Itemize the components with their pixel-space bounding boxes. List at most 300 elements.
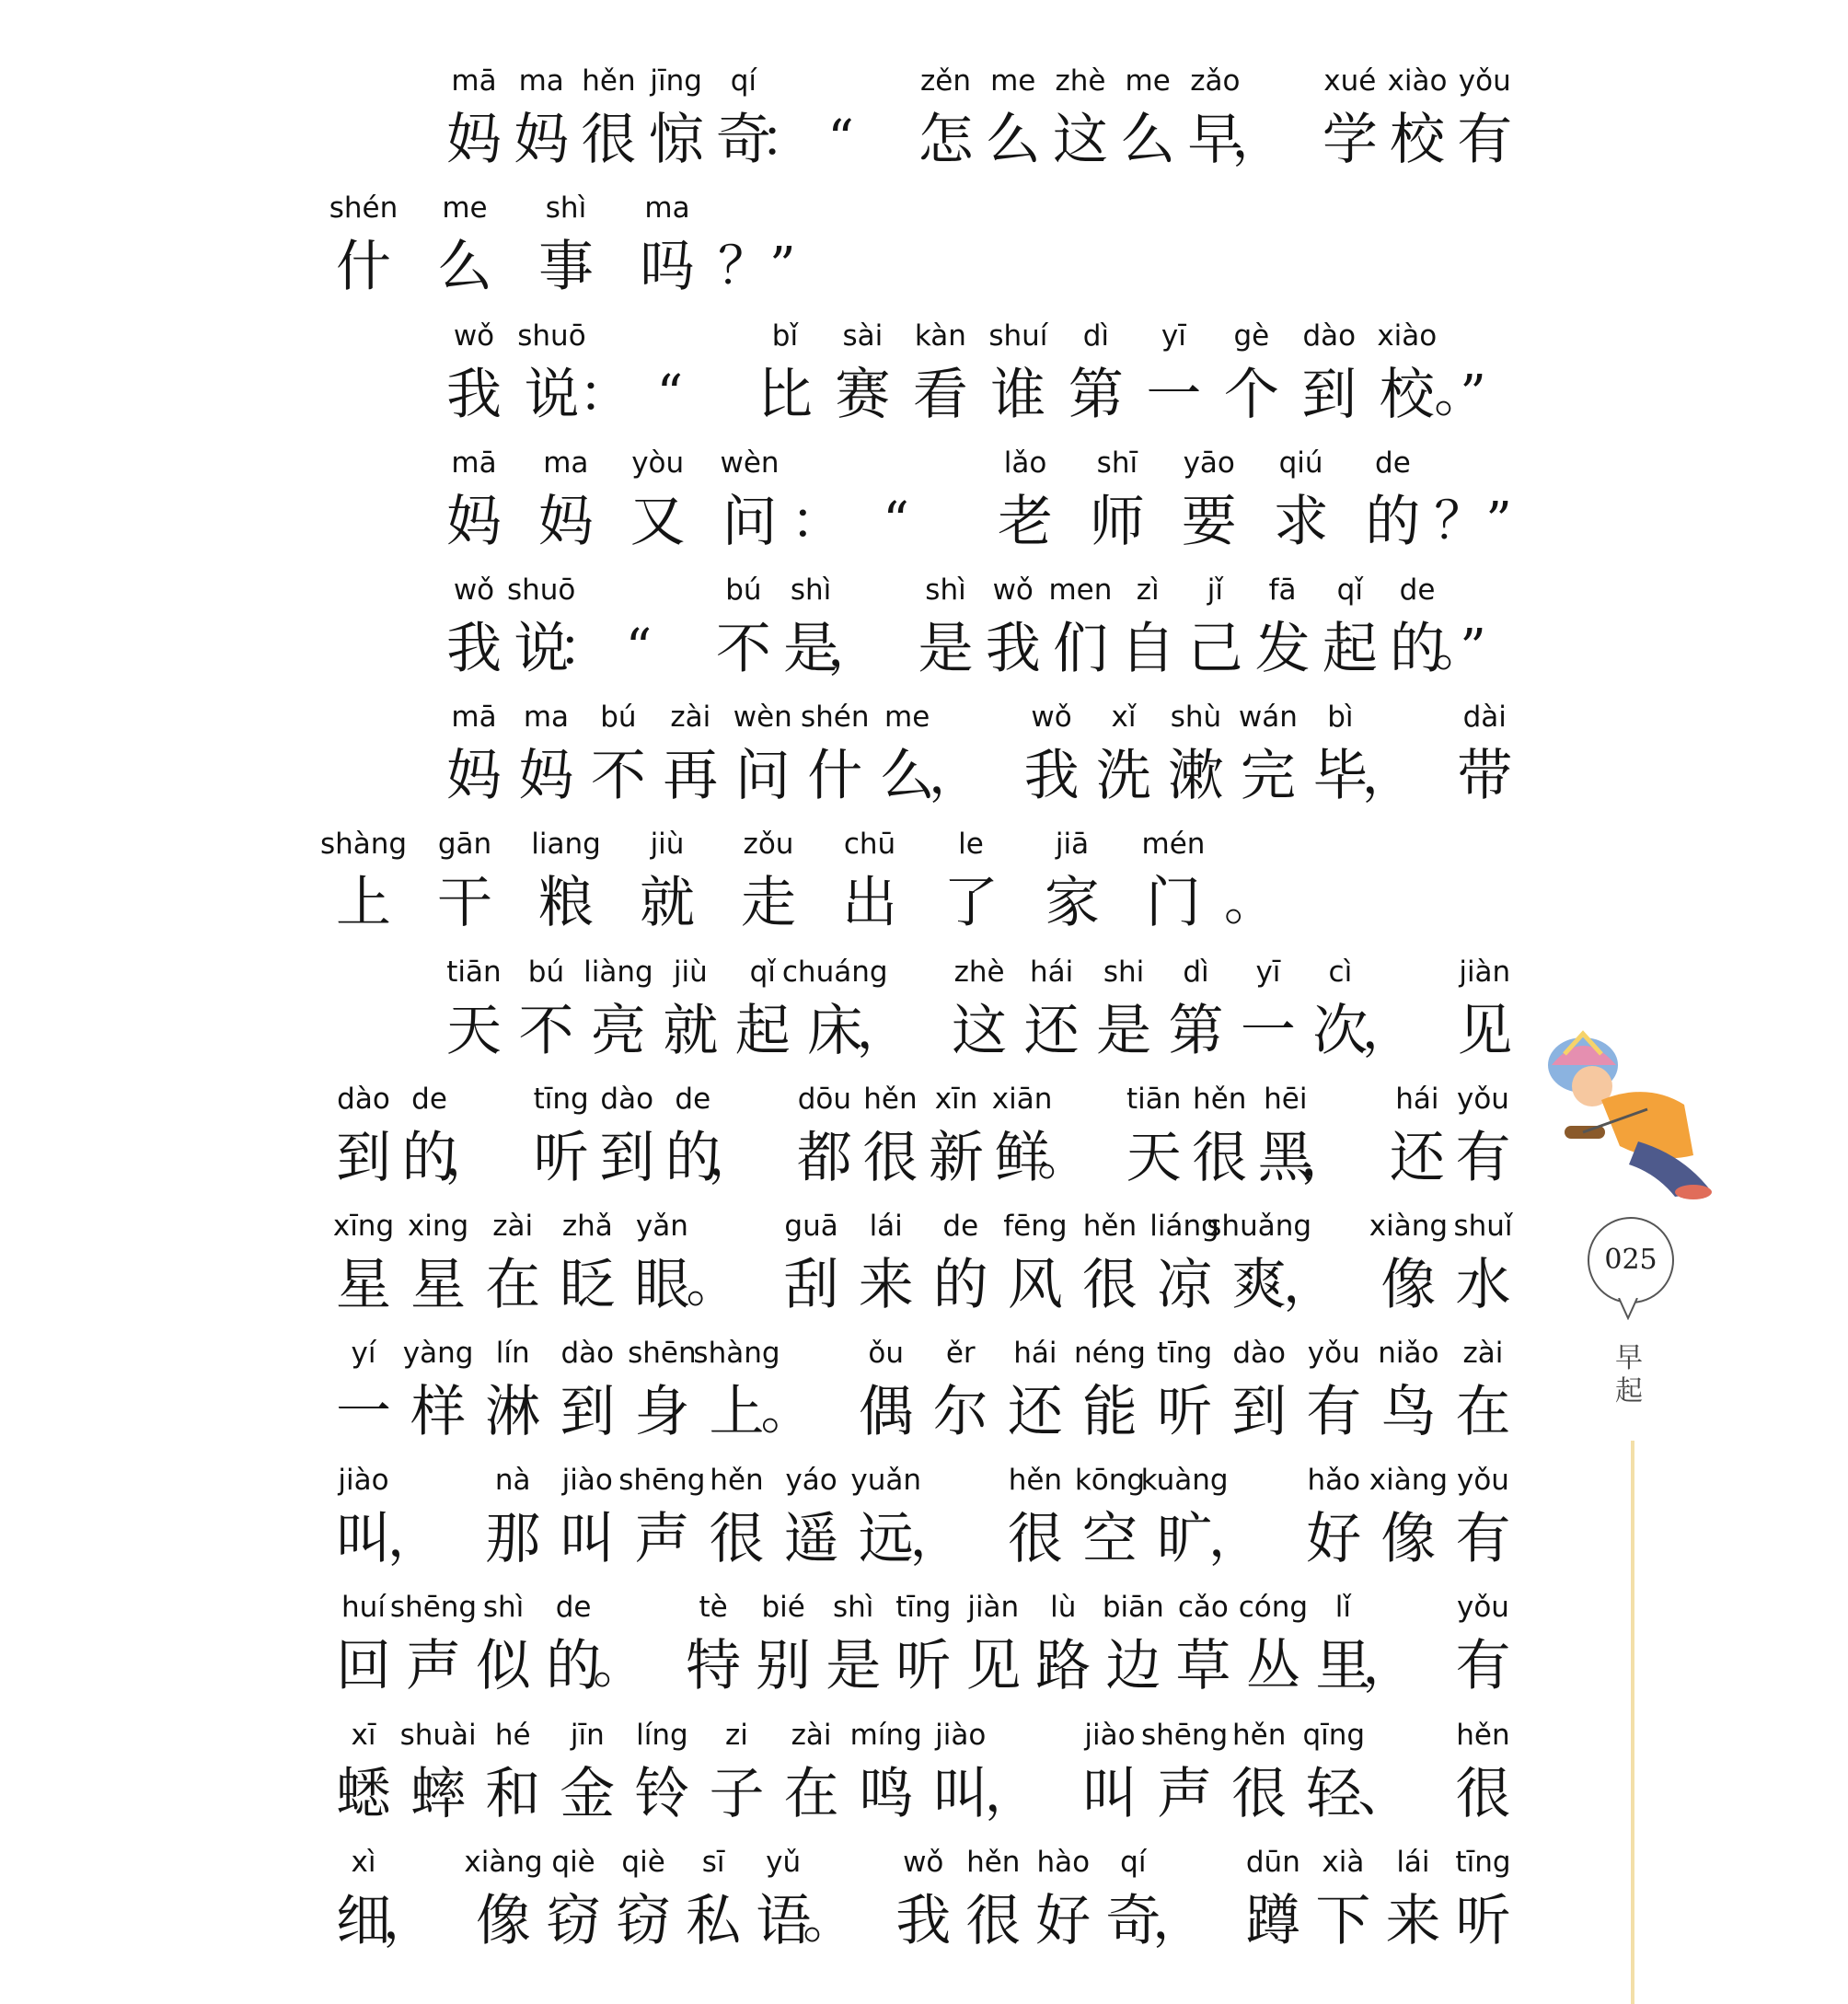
hanzi: 在 bbox=[485, 1253, 541, 1317]
hanzi: 上 bbox=[709, 1380, 765, 1444]
hanzi: 叫 bbox=[1081, 1762, 1138, 1826]
pinyin: yī bbox=[1255, 956, 1281, 989]
pinyin: kuàng bbox=[1140, 1464, 1229, 1497]
pinyin: hěn bbox=[1082, 1210, 1138, 1243]
character-cell bbox=[1434, 63, 1535, 182]
pinyin: hěn bbox=[710, 1464, 764, 1497]
text-line bbox=[0, 1844, 1528, 1971]
pinyin: mén bbox=[1141, 828, 1206, 861]
pinyin: yī bbox=[1161, 319, 1186, 353]
text-line bbox=[0, 1335, 1528, 1462]
pinyin: dōu bbox=[797, 1083, 852, 1116]
hanzi: 语 bbox=[756, 1889, 812, 1953]
hanzi: 很 bbox=[581, 108, 637, 172]
character-cell bbox=[1432, 1208, 1533, 1327]
hanzi: 又 bbox=[629, 490, 686, 554]
text-line bbox=[0, 699, 1528, 826]
pinyin: xiàng bbox=[1369, 1464, 1449, 1497]
hanzi: 到 bbox=[1301, 363, 1357, 427]
hanzi: 有 bbox=[1306, 1380, 1362, 1444]
pinyin: zhè bbox=[1055, 64, 1106, 98]
hanzi: 金 bbox=[560, 1762, 616, 1826]
hanzi: 毕 bbox=[1312, 744, 1369, 808]
pinyin: wǒ bbox=[453, 573, 495, 607]
hanzi: 蟀 bbox=[410, 1762, 467, 1826]
pinyin: xiàng bbox=[1369, 1210, 1449, 1243]
chapter-title: 早起 bbox=[1615, 1342, 1643, 1407]
pinyin: tīng bbox=[895, 1591, 952, 1624]
hanzi: 特 bbox=[686, 1634, 742, 1698]
punctuation: ： bbox=[578, 365, 630, 424]
pinyin: lái bbox=[869, 1210, 903, 1243]
badge-pointer bbox=[1617, 1298, 1639, 1320]
pinyin: wǒ bbox=[992, 573, 1034, 607]
hanzi: 次 bbox=[1312, 999, 1369, 1063]
hanzi: 像 bbox=[476, 1889, 532, 1953]
pinyin: me bbox=[990, 64, 1036, 98]
pinyin: dài bbox=[1462, 701, 1507, 734]
pinyin: hé bbox=[494, 1719, 531, 1752]
pinyin: cóng bbox=[1238, 1591, 1309, 1624]
hanzi: 问 bbox=[722, 490, 778, 554]
pinyin: mā bbox=[451, 64, 497, 98]
hanzi: 个 bbox=[1223, 363, 1279, 427]
hanzi: 黑 bbox=[1257, 1126, 1313, 1190]
pinyin: shàng bbox=[319, 828, 408, 861]
hanzi: 星 bbox=[410, 1253, 467, 1317]
pinyin: bú bbox=[527, 956, 565, 989]
hanzi: 似 bbox=[476, 1634, 532, 1698]
pinyin: qīng bbox=[1302, 1719, 1366, 1752]
pinyin: qǐ bbox=[749, 956, 776, 989]
pinyin: dì bbox=[1183, 956, 1209, 989]
hanzi: 妈 bbox=[518, 744, 574, 808]
hanzi: 的 bbox=[546, 1634, 602, 1698]
pinyin: xià bbox=[1322, 1846, 1365, 1879]
pinyin: hěn bbox=[1456, 1719, 1510, 1752]
hanzi: 都 bbox=[796, 1126, 852, 1190]
pinyin: shī bbox=[1096, 446, 1138, 480]
hanzi: 听 bbox=[1455, 1889, 1511, 1953]
pinyin: shēng bbox=[389, 1591, 478, 1624]
pinyin: hǎo bbox=[1307, 1464, 1361, 1497]
hanzi: 上 bbox=[336, 871, 391, 935]
pinyin: shù bbox=[1170, 701, 1222, 734]
hanzi: 子 bbox=[709, 1762, 765, 1826]
punctuation: 。 bbox=[1224, 873, 1276, 932]
hanzi: 妈 bbox=[514, 108, 570, 172]
character-cell bbox=[1432, 1335, 1533, 1454]
pinyin: jiù bbox=[673, 956, 708, 989]
pinyin: me bbox=[442, 191, 488, 225]
text-line bbox=[0, 190, 1528, 317]
hanzi: 第 bbox=[1168, 999, 1224, 1063]
hanzi: 里 bbox=[1315, 1634, 1371, 1698]
punctuation: ？” bbox=[718, 237, 796, 296]
hanzi: 第 bbox=[1068, 363, 1124, 427]
hanzi: 见 bbox=[965, 1634, 1022, 1698]
pinyin: me bbox=[884, 701, 930, 734]
character-cell bbox=[1432, 1717, 1533, 1836]
hanzi: 还 bbox=[1007, 1380, 1063, 1444]
character-cell bbox=[699, 445, 801, 564]
pinyin: zhǎ bbox=[561, 1210, 613, 1243]
pinyin: gān bbox=[437, 828, 492, 861]
pinyin: shi bbox=[1103, 956, 1145, 989]
hanzi: 校 bbox=[1379, 363, 1435, 427]
pinyin: cì bbox=[1328, 956, 1353, 989]
hanzi: 来 bbox=[858, 1253, 914, 1317]
pinyin: xiào bbox=[1377, 319, 1438, 353]
hanzi: 比 bbox=[757, 363, 813, 427]
punctuation: ， bbox=[1361, 746, 1414, 805]
pinyin: shì bbox=[545, 191, 587, 225]
hanzi: 自 bbox=[1120, 617, 1176, 681]
pinyin: hěn bbox=[582, 64, 636, 98]
hanzi: 轻 bbox=[1306, 1762, 1362, 1826]
hanzi: 的 bbox=[1365, 490, 1421, 554]
pinyin: wǒ bbox=[903, 1846, 944, 1879]
pinyin: bú bbox=[725, 573, 762, 607]
pinyin: jiào bbox=[1084, 1719, 1136, 1752]
hanzi: 偶 bbox=[858, 1380, 914, 1444]
character-cell bbox=[617, 190, 718, 309]
pinyin: zi bbox=[725, 1719, 748, 1752]
hanzi: 很 bbox=[1455, 1762, 1511, 1826]
punctuation: “ bbox=[656, 365, 684, 424]
punctuation: 。 bbox=[686, 1255, 738, 1315]
hanzi: 惊 bbox=[648, 108, 704, 172]
punctuation: ， bbox=[708, 1128, 760, 1187]
hanzi: 的 bbox=[932, 1253, 988, 1317]
hanzi: 就 bbox=[640, 871, 695, 935]
hanzi: 很 bbox=[709, 1507, 765, 1571]
pinyin: chū bbox=[843, 828, 896, 861]
pinyin: cǎo bbox=[1177, 1591, 1229, 1624]
hanzi: 样 bbox=[410, 1380, 467, 1444]
hanzi: 鲜 bbox=[994, 1126, 1050, 1190]
character-cell bbox=[1434, 954, 1535, 1073]
hanzi: 师 bbox=[1089, 490, 1145, 554]
pinyin: huí bbox=[341, 1591, 386, 1624]
pinyin: le bbox=[958, 828, 984, 861]
pinyin: de bbox=[555, 1591, 592, 1624]
pinyin: yǒu bbox=[1456, 1083, 1509, 1116]
hanzi: 很 bbox=[1192, 1126, 1248, 1190]
pinyin: ma bbox=[543, 446, 589, 480]
hanzi: 有 bbox=[1455, 1507, 1511, 1571]
pinyin: tīng bbox=[1157, 1337, 1213, 1370]
pinyin: zǎo bbox=[1190, 64, 1241, 98]
hanzi: 一 bbox=[1240, 999, 1296, 1063]
pinyin: zài bbox=[492, 1210, 534, 1243]
pinyin: jiào bbox=[935, 1719, 987, 1752]
hanzi: 了 bbox=[943, 871, 999, 935]
punctuation: “ bbox=[827, 110, 854, 169]
pinyin: yǔ bbox=[766, 1846, 802, 1879]
pinyin: shuō bbox=[517, 319, 586, 353]
hanzi: 回 bbox=[336, 1634, 391, 1698]
pinyin: qí bbox=[730, 64, 757, 98]
pinyin: qiè bbox=[551, 1846, 595, 1879]
hanzi: 蹲 bbox=[1245, 1889, 1301, 1953]
pinyin: wèn bbox=[720, 446, 780, 480]
pinyin: wǒ bbox=[1031, 701, 1072, 734]
hanzi: 看 bbox=[912, 363, 968, 427]
hanzi: 不 bbox=[518, 999, 574, 1063]
pinyin: qiè bbox=[621, 1846, 665, 1879]
punctuation: ： bbox=[760, 110, 813, 169]
hanzi: 带 bbox=[1457, 744, 1513, 808]
text-line bbox=[0, 954, 1528, 1081]
pinyin: zhè bbox=[953, 956, 1005, 989]
pinyin: mā bbox=[451, 701, 497, 734]
pinyin: shuí bbox=[988, 319, 1048, 353]
hanzi: 床 bbox=[807, 999, 863, 1063]
punctuation: ， bbox=[445, 1128, 497, 1187]
hanzi: 空 bbox=[1081, 1507, 1138, 1571]
hanzi: 身 bbox=[634, 1380, 690, 1444]
hanzi: 己 bbox=[1187, 617, 1243, 681]
pinyin: men bbox=[1048, 573, 1113, 607]
pinyin: shì bbox=[482, 1591, 525, 1624]
pinyin: hěn bbox=[1231, 1719, 1287, 1752]
pinyin: yí bbox=[351, 1337, 376, 1370]
hanzi: 学 bbox=[1322, 108, 1378, 172]
pinyin: shuǎng bbox=[1207, 1210, 1312, 1243]
hanzi: 我 bbox=[446, 617, 502, 681]
pinyin: shēn bbox=[628, 1337, 697, 1370]
hanzi: 在 bbox=[783, 1762, 839, 1826]
hanzi: 声 bbox=[634, 1507, 690, 1571]
hanzi: 声 bbox=[406, 1634, 462, 1698]
hanzi: 尔 bbox=[932, 1380, 988, 1444]
hanzi: 天 bbox=[1126, 1126, 1182, 1190]
pinyin: shàng bbox=[693, 1337, 780, 1370]
punctuation: ， bbox=[1361, 1001, 1414, 1060]
text-line bbox=[0, 445, 1528, 572]
pinyin: qí bbox=[1120, 1846, 1147, 1879]
punctuation: 。 bbox=[760, 1382, 813, 1442]
pinyin: tiān bbox=[1126, 1083, 1182, 1116]
hanzi: 蟋 bbox=[336, 1762, 391, 1826]
hanzi: 像 bbox=[1380, 1253, 1437, 1317]
pinyin: bú bbox=[600, 701, 637, 734]
pinyin: kàn bbox=[914, 319, 966, 353]
pinyin: mā bbox=[451, 446, 497, 480]
pinyin: jīng bbox=[650, 64, 702, 98]
pinyin: shén bbox=[329, 191, 398, 225]
pinyin: xing bbox=[407, 1210, 469, 1243]
character-cell bbox=[1432, 1081, 1533, 1200]
pinyin: jiào bbox=[338, 1464, 389, 1497]
pinyin: shì bbox=[790, 573, 832, 607]
pinyin: yǒu bbox=[1307, 1337, 1360, 1370]
pinyin: hái bbox=[1395, 1083, 1439, 1116]
hanzi: 问 bbox=[734, 744, 791, 808]
hanzi: 起 bbox=[1322, 617, 1378, 681]
text-line bbox=[0, 1081, 1528, 1208]
hanzi: 到 bbox=[336, 1126, 391, 1190]
pinyin: shì bbox=[925, 573, 966, 607]
hanzi: 新 bbox=[929, 1126, 985, 1190]
hanzi: 细 bbox=[336, 1889, 391, 1953]
hanzi: 是 bbox=[783, 617, 839, 681]
pinyin: wán bbox=[1238, 701, 1298, 734]
page-edge-bar bbox=[1631, 1441, 1634, 2004]
hanzi: 是 bbox=[918, 617, 974, 681]
hanzi: 走 bbox=[741, 871, 796, 935]
pinyin: tīng bbox=[1455, 1846, 1511, 1879]
hanzi: 求 bbox=[1273, 490, 1329, 554]
pinyin: wèn bbox=[733, 701, 792, 734]
pinyin: ǒu bbox=[868, 1337, 904, 1370]
hanzi: 声 bbox=[1157, 1762, 1213, 1826]
hanzi: 草 bbox=[1175, 1634, 1231, 1698]
hanzi: 完 bbox=[1240, 744, 1296, 808]
pinyin: ma bbox=[523, 701, 570, 734]
pinyin: chuáng bbox=[781, 956, 888, 989]
pinyin: kōng bbox=[1074, 1464, 1146, 1497]
pinyin: jiù bbox=[650, 828, 685, 861]
text-line bbox=[0, 826, 1528, 953]
punctuation: ， bbox=[909, 1509, 962, 1569]
pinyin: de bbox=[1375, 446, 1411, 480]
character-cell bbox=[1434, 445, 1535, 564]
character-cell bbox=[1432, 1462, 1533, 1581]
pinyin: bì bbox=[1327, 701, 1354, 734]
punctuation: ， bbox=[1362, 1636, 1415, 1696]
hanzi: 远 bbox=[858, 1507, 914, 1571]
hanzi: 好 bbox=[1035, 1889, 1091, 1953]
hanzi: 有 bbox=[1455, 1126, 1511, 1190]
pinyin: lǎo bbox=[1003, 446, 1047, 480]
hanzi: 就 bbox=[663, 999, 719, 1063]
pinyin: hěn bbox=[863, 1083, 918, 1116]
hanzi: 铃 bbox=[634, 1762, 690, 1826]
hanzi: 这 bbox=[1052, 108, 1108, 172]
pinyin: biān bbox=[1102, 1591, 1164, 1624]
character-cell bbox=[1434, 699, 1535, 818]
pinyin: jiàn bbox=[1459, 956, 1511, 989]
hanzi: 我 bbox=[895, 1889, 952, 1953]
character-cell bbox=[1224, 826, 1325, 945]
hanzi: 么 bbox=[1120, 108, 1176, 172]
hanzi: 奇 bbox=[1105, 1889, 1161, 1953]
pinyin: zài bbox=[791, 1719, 832, 1752]
pinyin: hěn bbox=[1193, 1083, 1247, 1116]
hanzi: 家 bbox=[1045, 871, 1100, 935]
pinyin: lín bbox=[495, 1337, 530, 1370]
hanzi: 丛 bbox=[1245, 1634, 1301, 1698]
hanzi: 还 bbox=[1023, 999, 1080, 1063]
hanzi: 听 bbox=[533, 1126, 589, 1190]
hanzi: 边 bbox=[1105, 1634, 1161, 1698]
character-cell bbox=[791, 445, 892, 564]
hanzi: 眼 bbox=[634, 1253, 690, 1317]
pinyin: xīn bbox=[934, 1083, 978, 1116]
hanzi: 眨 bbox=[560, 1253, 616, 1317]
pinyin: de bbox=[942, 1210, 979, 1243]
hanzi: 路 bbox=[1035, 1634, 1091, 1698]
pinyin: shēng bbox=[1140, 1719, 1229, 1752]
hanzi: 听 bbox=[1157, 1380, 1213, 1444]
hanzi: 的 bbox=[401, 1126, 457, 1190]
pinyin: fēng bbox=[1003, 1210, 1068, 1243]
pinyin: fā bbox=[1268, 573, 1297, 607]
hanzi: 旷 bbox=[1157, 1507, 1213, 1571]
punctuation: 、 bbox=[1357, 1764, 1410, 1824]
hanzi: 么 bbox=[985, 108, 1041, 172]
hanzi: 出 bbox=[842, 871, 897, 935]
pinyin: dūn bbox=[1245, 1846, 1300, 1879]
text-line bbox=[0, 1717, 1528, 1844]
character-cell bbox=[1434, 318, 1535, 437]
pinyin: xué bbox=[1323, 64, 1377, 98]
hanzi: 门 bbox=[1146, 871, 1201, 935]
pinyin: yāo bbox=[1183, 446, 1235, 480]
hanzi: 是 bbox=[826, 1634, 882, 1698]
hanzi: 什 bbox=[807, 744, 863, 808]
punctuation: ， bbox=[387, 1509, 440, 1569]
hanzi: 有 bbox=[1455, 1634, 1511, 1698]
punctuation: ， bbox=[1208, 1509, 1261, 1569]
pinyin: yáo bbox=[785, 1464, 837, 1497]
hanzi: 水 bbox=[1455, 1253, 1511, 1317]
hanzi: 赛 bbox=[835, 363, 891, 427]
pinyin: liàng bbox=[583, 956, 653, 989]
punctuation: ， bbox=[1231, 110, 1284, 169]
pinyin: zěn bbox=[920, 64, 972, 98]
punctuation: ， bbox=[856, 1001, 908, 1060]
pinyin: qǐ bbox=[1336, 573, 1363, 607]
pinyin: xiào bbox=[1387, 64, 1448, 98]
hanzi: 很 bbox=[1231, 1762, 1288, 1826]
hanzi: 亮 bbox=[590, 999, 646, 1063]
pinyin: sī bbox=[701, 1846, 725, 1879]
punctuation: “ bbox=[883, 492, 909, 551]
hanzi: 遥 bbox=[783, 1507, 839, 1571]
hanzi: 么 bbox=[437, 235, 492, 299]
hanzi: 风 bbox=[1007, 1253, 1063, 1317]
punctuation: ， bbox=[827, 619, 880, 678]
hanzi: 说 bbox=[514, 617, 570, 681]
hanzi: 很 bbox=[862, 1126, 918, 1190]
punctuation: ： bbox=[791, 492, 843, 551]
pinyin: nà bbox=[494, 1464, 531, 1497]
hanzi: 不 bbox=[715, 617, 771, 681]
punctuation: ， bbox=[929, 746, 981, 805]
punctuation: ， bbox=[383, 1891, 435, 1951]
pinyin: shuō bbox=[506, 573, 576, 607]
hanzi: 很 bbox=[1081, 1253, 1138, 1317]
character-cell bbox=[718, 190, 819, 309]
pinyin: yǒu bbox=[1456, 1591, 1509, 1624]
pinyin: dào bbox=[337, 1083, 390, 1116]
hanzi: 们 bbox=[1052, 617, 1108, 681]
pinyin: wǒ bbox=[453, 319, 495, 353]
hanzi: 漱 bbox=[1168, 744, 1224, 808]
hanzi: 谁 bbox=[990, 363, 1046, 427]
pinyin: de bbox=[675, 1083, 711, 1116]
hanzi: 的 bbox=[1390, 617, 1446, 681]
hanzi: 叫 bbox=[560, 1507, 616, 1571]
hanzi: 在 bbox=[1455, 1380, 1511, 1444]
hanzi: 凉 bbox=[1157, 1253, 1213, 1317]
pinyin: zǒu bbox=[743, 828, 794, 861]
hanzi: 我 bbox=[446, 363, 502, 427]
pinyin: shén bbox=[800, 701, 870, 734]
